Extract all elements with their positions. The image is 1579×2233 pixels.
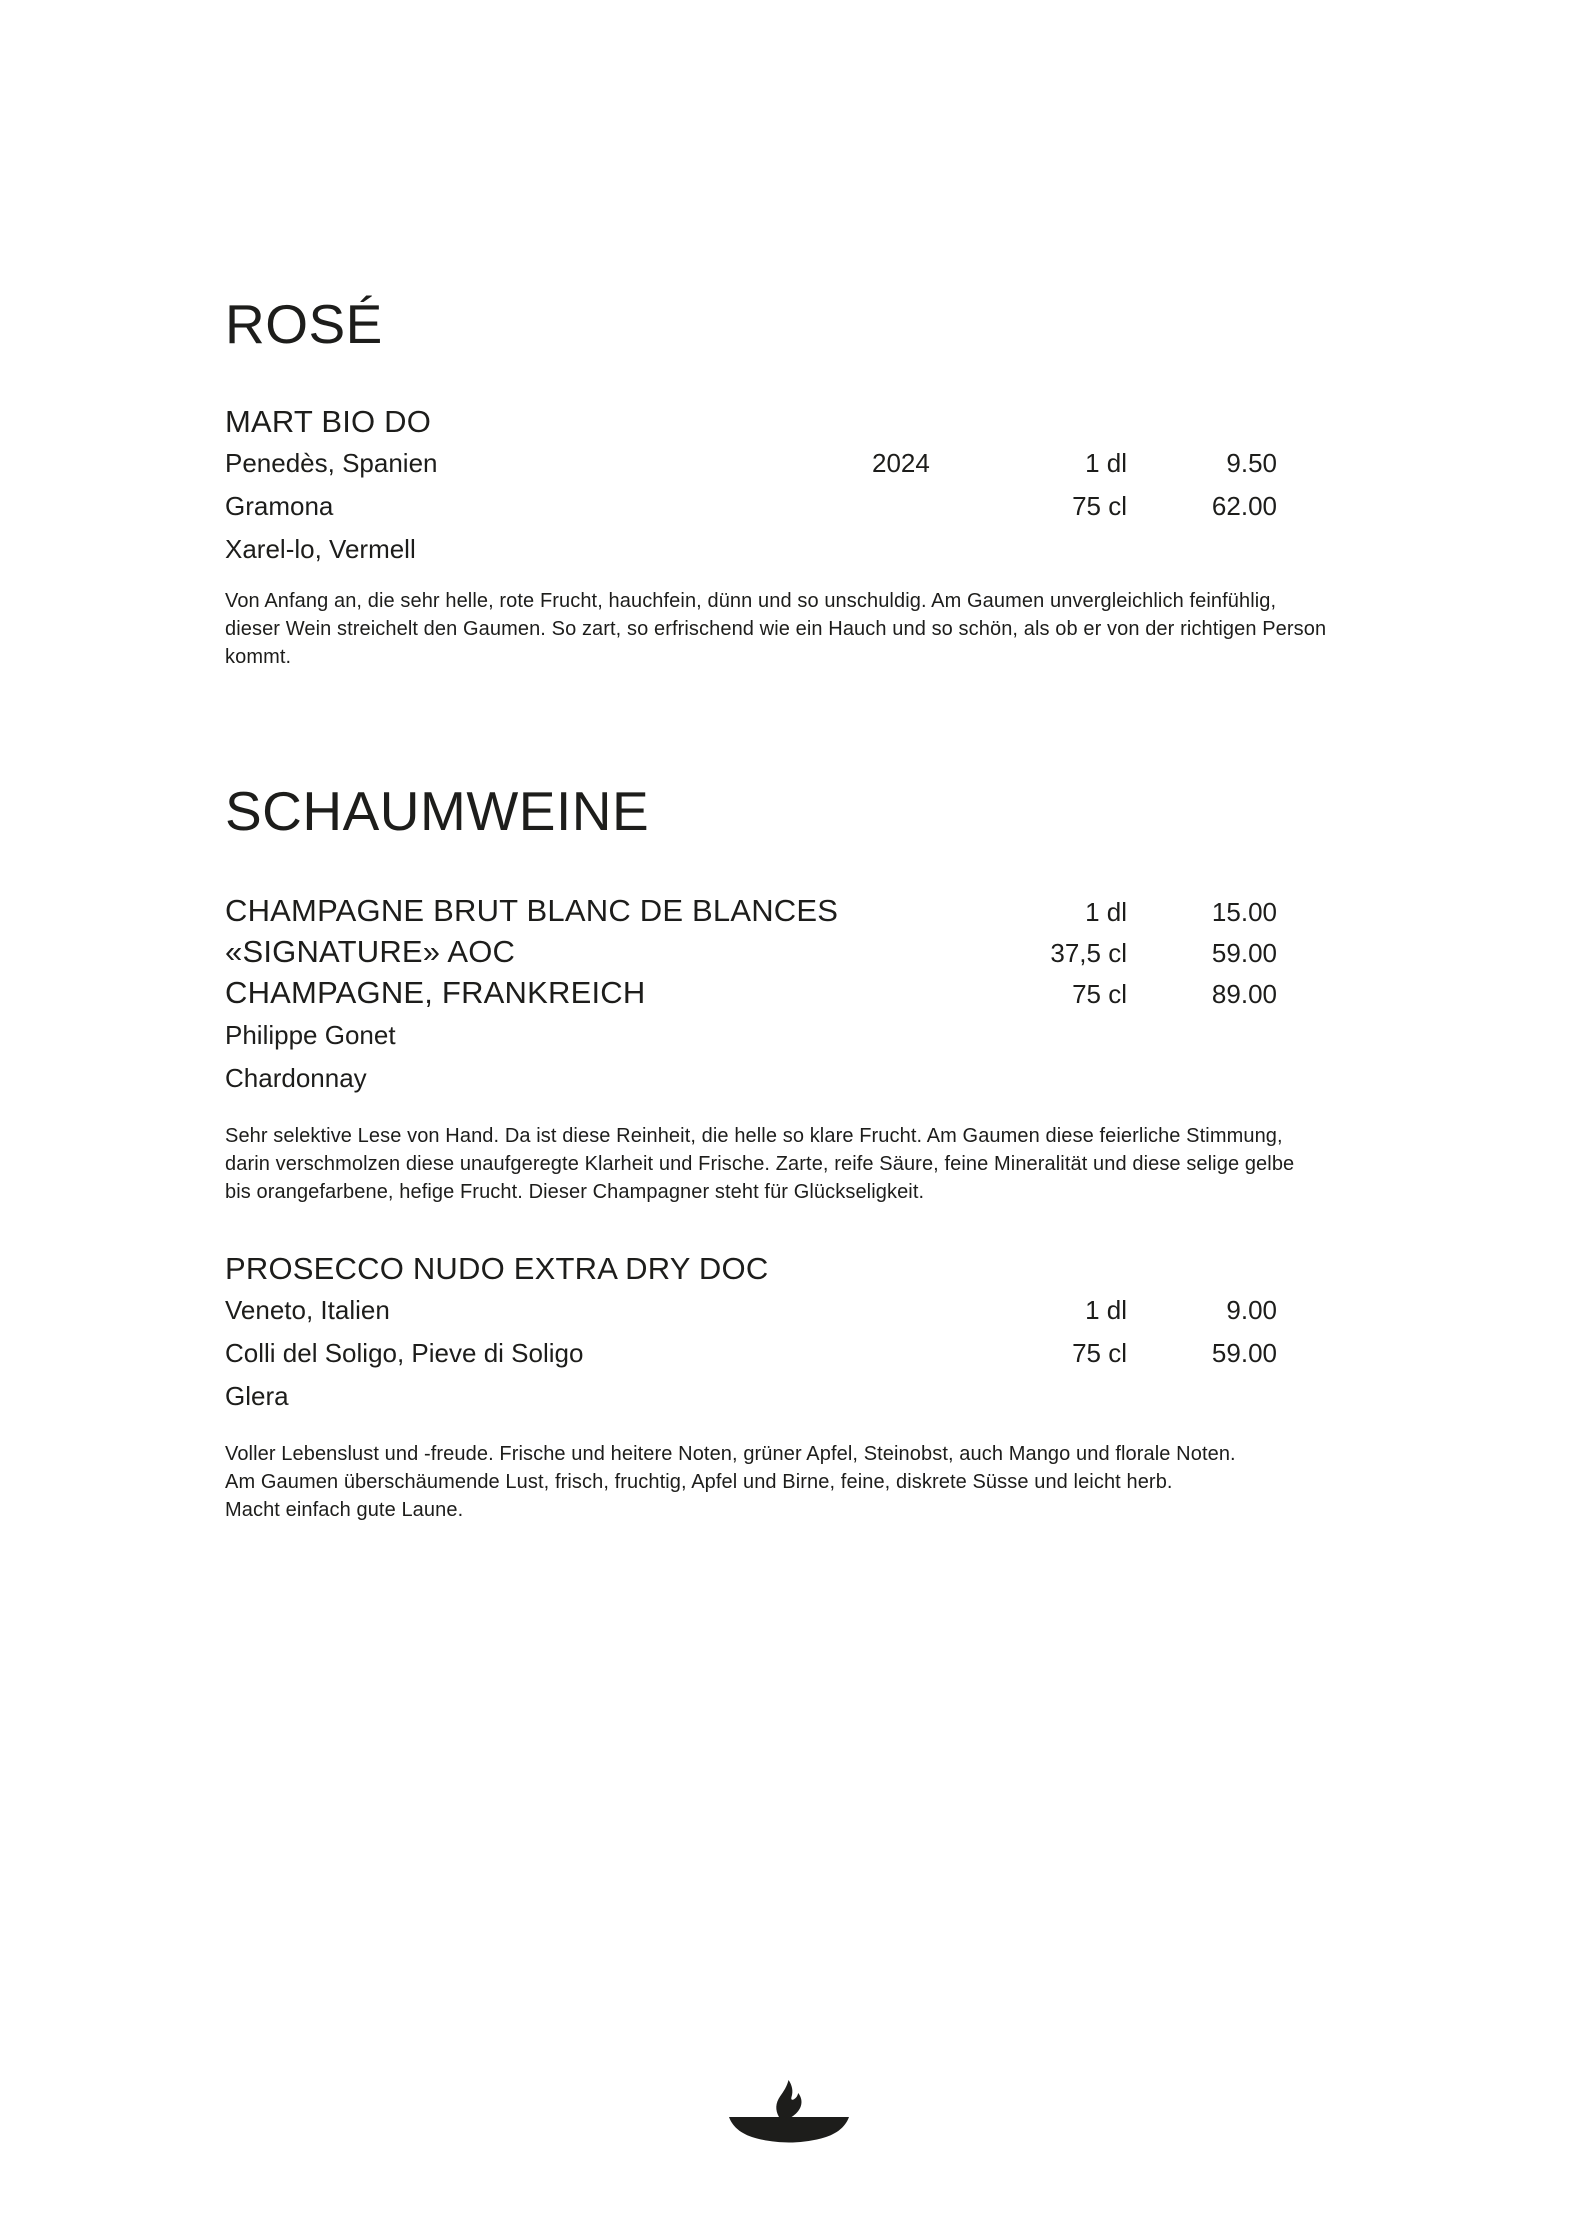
wine-name: PROSECCO NUDO EXTRA DRY DOC xyxy=(225,1251,769,1286)
wine-producer: Philippe Gonet xyxy=(225,1020,396,1050)
wine-vintage: 2024 xyxy=(872,448,930,478)
wine-description xyxy=(225,587,1327,671)
flame-bowl-logo xyxy=(725,2077,853,2143)
wine-title-row xyxy=(225,1249,1277,1289)
wine-price: 59.00 xyxy=(1211,938,1277,968)
wine-size: 37,5 cl xyxy=(1050,938,1127,968)
wine-price: 89.00 xyxy=(1211,979,1277,1009)
wine-detail-row xyxy=(225,485,1277,528)
bowl-icon xyxy=(729,2117,849,2143)
wine-name: MART BIO DO xyxy=(225,404,432,439)
description-line: Am Gaumen überschäumende Lust, frisch, fruchtig, Apfel und Birne, feine, diskrete Süsse und leicht herb. xyxy=(225,1471,1173,1493)
wine-grapes: Chardonnay xyxy=(225,1063,367,1093)
wine-size: 1 dl xyxy=(1085,897,1127,927)
wine-region: Veneto, Italien xyxy=(225,1295,390,1325)
wine-detail-row xyxy=(225,1289,1277,1332)
wine-price: 9.00 xyxy=(1226,1295,1277,1325)
description-line: Voller Lebenslust und -freude. Frische und heitere Noten, grüner Apfel, Steinobst, auch Mango und florale Noten. xyxy=(225,1443,1236,1465)
section-heading-rose: ROSÉ xyxy=(225,293,383,355)
wine-producer: Colli del Soligo, Pieve di Soligo xyxy=(225,1338,584,1368)
menu-item-champagne-signature xyxy=(225,891,1277,1100)
menu-item-mart-bio-do xyxy=(225,402,1277,571)
section-heading-schaumweine: SCHAUMWEINE xyxy=(225,780,650,842)
wine-price: 62.00 xyxy=(1211,491,1277,521)
wine-description xyxy=(225,1122,1295,1206)
wine-price: 9.50 xyxy=(1226,448,1277,478)
wine-price: 15.00 xyxy=(1211,897,1277,927)
wine-detail-row xyxy=(225,1014,1277,1057)
wine-name: CHAMPAGNE BRUT BLANC DE BLANCES xyxy=(225,893,839,928)
wine-detail-row xyxy=(225,1375,1277,1418)
wine-detail-row xyxy=(225,1332,1277,1375)
description-line: Macht einfach gute Laune. xyxy=(225,1499,464,1521)
wine-size: 75 cl xyxy=(1072,491,1127,521)
menu-content xyxy=(225,0,1327,1524)
description-line: Von Anfang an, die sehr helle, rote Frucht, hauchfein, dünn und so unschuldig. Am Gaumen unvergleichlich feinfühlig, xyxy=(225,590,1277,612)
description-line: bis orangefarbene, hefige Frucht. Dieser Champagner steht für Glückseligkeit. xyxy=(225,1181,925,1203)
wine-size: 75 cl xyxy=(1072,979,1127,1009)
wine-grapes: Xarel-lo, Vermell xyxy=(225,534,416,564)
wine-name: «SIGNATURE» AOC xyxy=(225,934,516,969)
wine-detail-row xyxy=(225,442,1277,485)
wine-detail-row xyxy=(225,528,1277,571)
description-line: dieser Wein streichelt den Gaumen. So zart, so erfrischend wie ein Hauch und so schön, als ob er von der richtigen Person xyxy=(225,618,1327,640)
wine-size: 75 cl xyxy=(1072,1338,1127,1368)
wine-detail-row xyxy=(225,1057,1277,1100)
wine-size: 1 dl xyxy=(1085,1295,1127,1325)
wine-price: 59.00 xyxy=(1211,1338,1277,1368)
wine-title-row xyxy=(225,973,1277,1014)
wine-description xyxy=(225,1440,1277,1524)
flame-icon xyxy=(776,2080,801,2117)
description-line: darin verschmolzen diese unaufgeregte Klarheit und Frische. Zarte, reife Säure, feine Mineralität und diese selige gelbe xyxy=(225,1153,1295,1175)
wine-name: CHAMPAGNE, FRANKREICH xyxy=(225,975,646,1010)
wine-title-row xyxy=(225,932,1277,973)
wine-title-row xyxy=(225,402,1277,442)
wine-producer: Gramona xyxy=(225,491,334,521)
menu-item-prosecco-nudo xyxy=(225,1249,1277,1418)
wine-size: 1 dl xyxy=(1085,448,1127,478)
description-line: Sehr selektive Lese von Hand. Da ist diese Reinheit, die helle so klare Frucht. Am Gaumen diese feierliche Stimmung, xyxy=(225,1125,1283,1147)
wine-grapes: Glera xyxy=(225,1381,289,1411)
wine-region: Penedès, Spanien xyxy=(225,448,438,478)
flame-bowl-icon xyxy=(725,2077,853,2143)
wine-title-row xyxy=(225,891,1277,932)
description-line: kommt. xyxy=(225,646,292,668)
